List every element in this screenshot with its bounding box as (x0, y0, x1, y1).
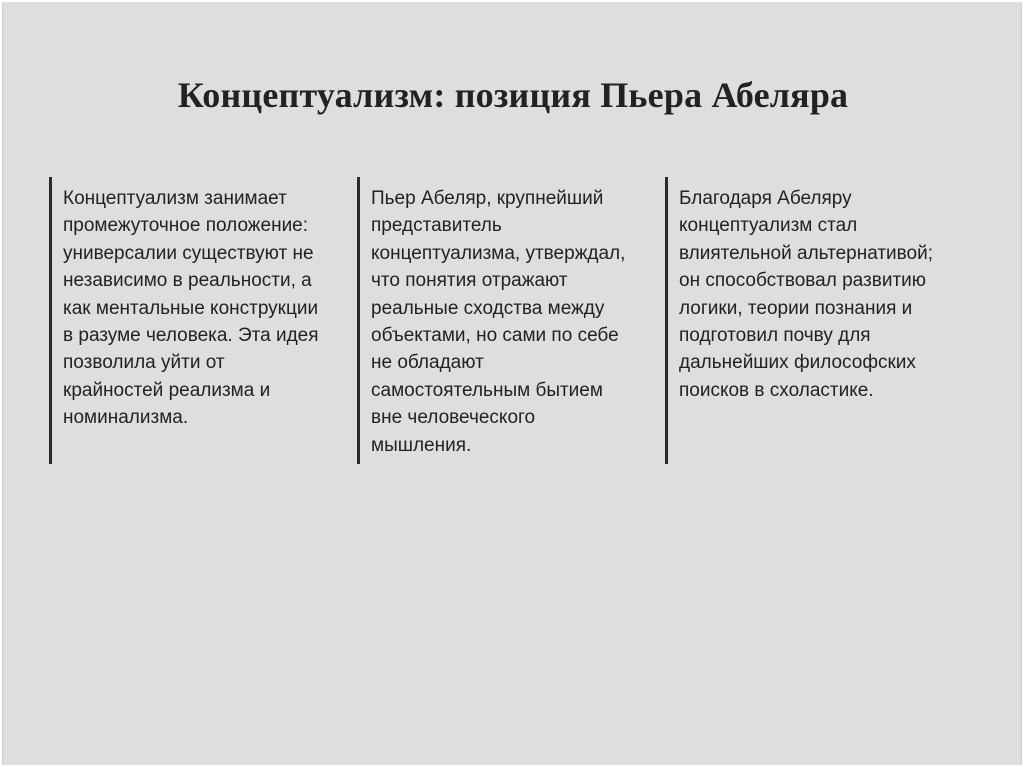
column-3-line: влиятельной альтернативой; (679, 242, 933, 264)
column-2-line: представитель (371, 215, 502, 237)
column-3-line: поисков в схоластике. (679, 379, 874, 401)
slide-title: Концептуализм: позиция Пьера Абеляра (177, 75, 849, 115)
column-1-line: крайностей реализма и (63, 379, 271, 401)
column-2-line: самостоятельным бытием (371, 379, 603, 401)
text-column-1 (49, 177, 349, 464)
column-1-line: номинализма. (63, 407, 189, 429)
column-3-line: подготовил почву для (679, 325, 871, 347)
column-2-line: вне человеческого (371, 407, 536, 429)
column-2-line: реальные сходства между (371, 297, 605, 319)
text-column-3 (665, 177, 965, 464)
column-3-line: он способствовал развитию (679, 270, 927, 292)
column-2-line: мышления. (371, 434, 472, 456)
column-2-line: Пьер Абеляр, крупнейший (371, 188, 604, 209)
column-1-line: промежуточное положение: (63, 215, 309, 237)
column-2-line: объектами, но сами по себе (371, 325, 619, 347)
column-2-line: концептуализма, утверждал, (371, 242, 626, 264)
column-1-line: позволила уйти от (63, 352, 225, 374)
column-2-line: что понятия отражают (371, 270, 568, 292)
column-1-line: универсалии существуют не (63, 242, 314, 264)
column-3-line: концептуализм стал (679, 215, 858, 237)
column-2-line: не обладают (371, 352, 484, 374)
column-3-line: Благодаря Абеляру (679, 188, 852, 209)
column-3-line: дальнейших философских (679, 352, 916, 374)
slide (2, 2, 1022, 765)
column-3-line: логики, теории познания и (679, 297, 913, 319)
column-1-line: независимо в реальности, а (63, 270, 312, 292)
text-column-2 (357, 177, 659, 464)
column-1-line: как ментальные конструкции (63, 297, 319, 319)
column-1-line: Концептуализм занимает (63, 188, 287, 209)
column-1-line: в разуме человека. Эта идея (63, 325, 319, 347)
